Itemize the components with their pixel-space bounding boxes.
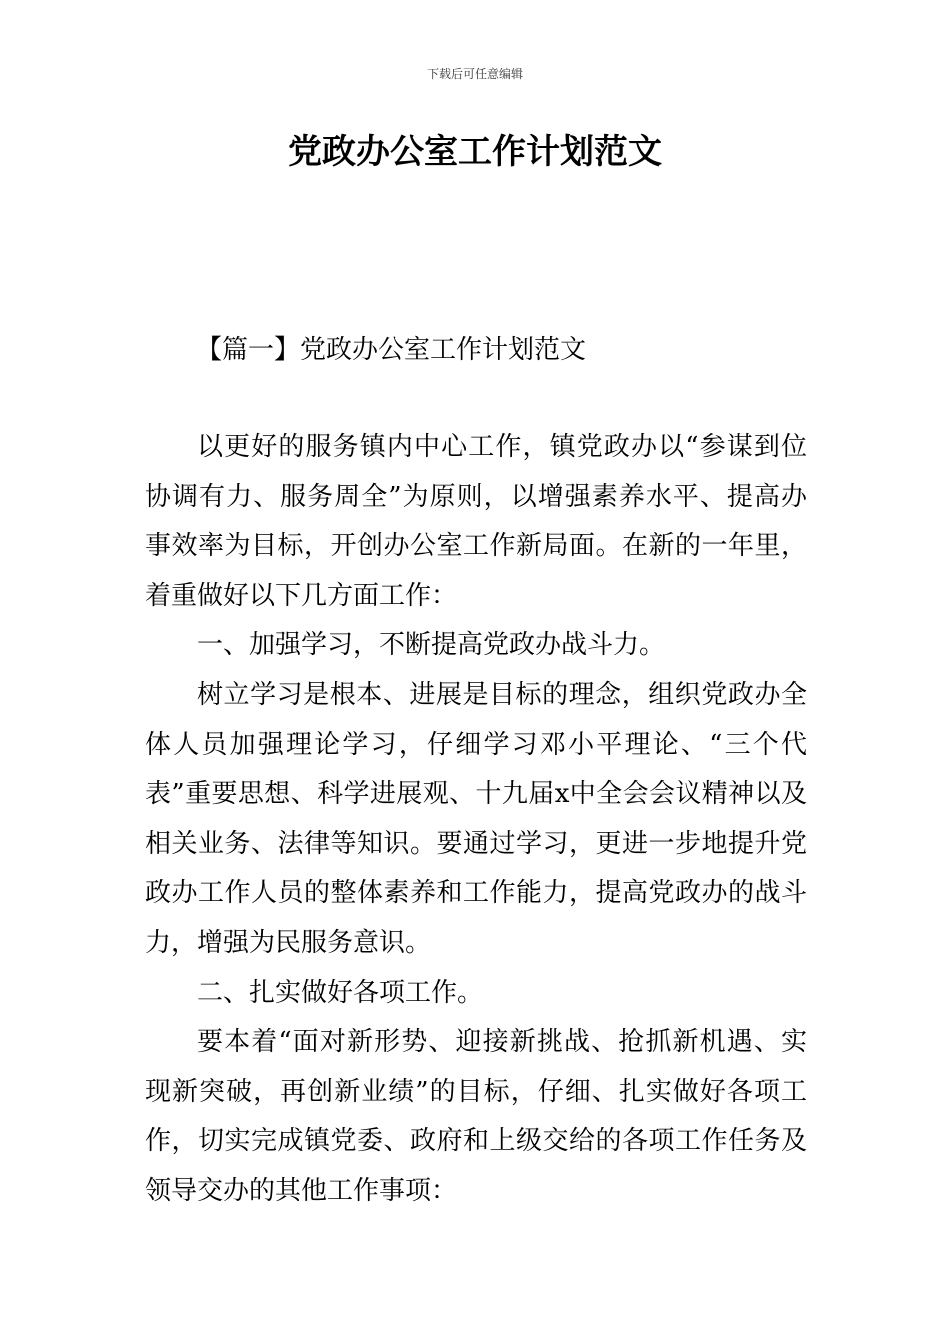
point-one-paragraph: 树立学习是根本、进展是目标的理念，组织党政办全体人员加强理论学习，仔细学习邓小平理论、“三个代表”重要思想、科学进展观、十九届x中全会会议精神以及相关业务、法律等知识。要通过学习，更进一步地提升党政办工作人员的整体素养和工作能力，提高党政办的战斗力，增强为民服务意识。: [145, 679, 807, 958]
intro-paragraph: 以更好的服务镇内中心工作，镇党政办以“参谋到位协调有力、服务周全”为原则，以增强素养水平、提高办事效率为目标，开创办公室工作新局面。在新的一年里，着重做好以下几方面工作：: [145, 432, 807, 611]
document-title: 党政办公室工作计划范文: [288, 132, 662, 172]
download-watermark: 下载后可任意编辑: [426, 67, 523, 81]
section-heading: 【篇一】党政办公室工作计划范文: [196, 335, 587, 365]
point-one-heading: 一、加强学习，不断提高党政办战斗力。: [197, 630, 666, 661]
point-two-heading: 二、扎实做好各项工作。: [197, 977, 484, 1008]
point-two-paragraph: 要本着“面对新形势、迎接新挑战、抢抓新机遇、实现新突破，再创新业绩”的目标，仔细、扎实做好各项工作，切实完成镇党委、政府和上级交给的各项工作任务及领导交办的其他工作事项：: [145, 1027, 807, 1206]
document-body: [145, 423, 807, 1217]
